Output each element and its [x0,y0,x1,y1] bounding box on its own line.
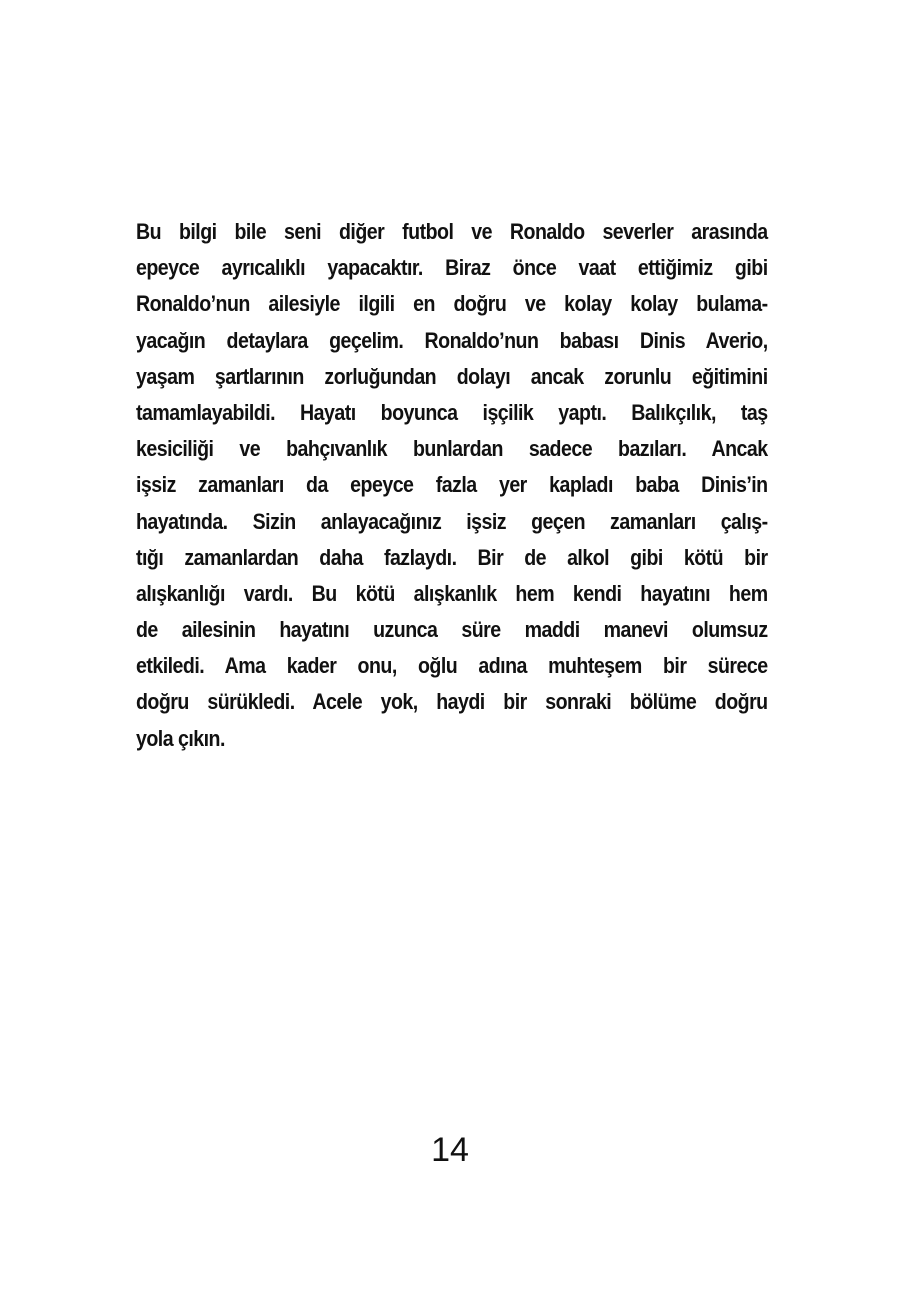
page-number: 14 [431,1131,469,1169]
paragraph-line: epeyce ayrıcalıklı yapacaktır. Biraz önce vaat ettiğimiz gibi [136,255,768,281]
paragraph-line: hayatında. Sizin anlayacağınız işsiz geçen zamanları çalış- [136,508,768,534]
paragraph-line: etkiledi. Ama kader onu, oğlu adına muhteşem bir sürece [136,653,768,679]
paragraph-line: tığı zamanlardan daha fazlaydı. Bir de alkol gibi kötü bir [136,544,768,570]
paragraph-line: doğru sürükledi. Acele yok, haydi bir sonraki bölüme doğru [136,689,768,715]
paragraph-line: kesiciliği ve bahçıvanlık bunlardan sadece bazıları. Ancak [136,436,768,462]
paragraph-line: yola çıkın. [136,725,225,751]
paragraph-line: alışkanlığı vardı. Bu kötü alışkanlık hem kendi hayatını hem [136,580,768,606]
paragraph-line: tamamlayabildi. Hayatı boyunca işçilik yaptı. Balıkçılık, taş [136,399,768,425]
paragraph-line: Bu bilgi bile seni diğer futbol ve Ronaldo severler arasında [136,219,768,244]
paragraph-line: işsiz zamanları da epeyce fazla yer kapladı baba Dinis’in [136,472,768,498]
paragraph-line: yacağın detaylara geçelim. Ronaldo’nun babası Dinis Averio, [136,327,768,353]
paragraph-line: Ronaldo’nun ailesiyle ilgili en doğru ve kolay kolay bulama- [136,291,768,317]
paragraph-line: de ailesinin hayatını uzunca süre maddi manevi olumsuz [136,617,768,643]
body-paragraph [136,214,768,757]
paragraph-line: yaşam şartlarının zorluğundan dolayı ancak zorunlu eğitimini [136,363,768,389]
